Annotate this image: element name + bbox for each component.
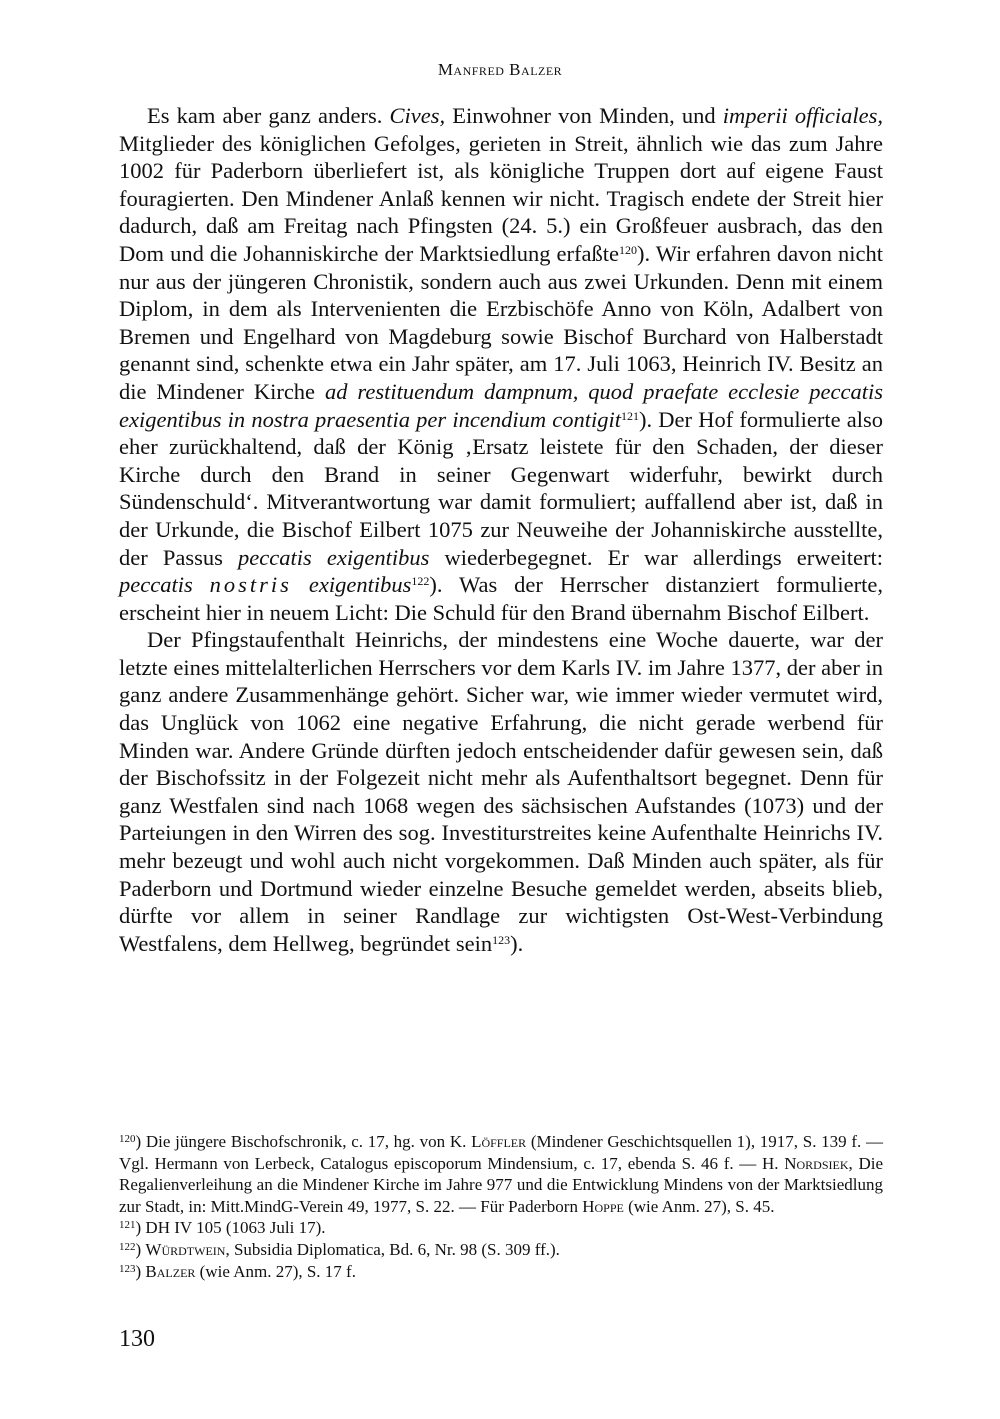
author-name: Nordsiek [784, 1153, 849, 1173]
body-text [119, 102, 883, 957]
page-number: 130 [119, 1326, 155, 1352]
spaced-emphasis: nostris [209, 572, 292, 598]
footnote-number: 123 [119, 1262, 136, 1275]
text-run: ) Die jüngere Bischofschronik, c. 17, hg. von K. [135, 1132, 472, 1151]
paragraph [119, 102, 883, 626]
italic-text: imperii officiales, [722, 103, 884, 128]
author-name: Löffler [471, 1132, 527, 1151]
text-run: ). Der Hof formulierte also eher zurückhaltend, daß der König ‚Ersatz leistete für den Schaden, der dieser Kirche durch den Brand in seiner Gegenwart widerfuhr, bewirkt durch Sündenschuld‘. Mitverantwortung war damit formuliert; auffallend aber ist, daß in der Urkunde, die Bischof Eilbert 1075 zur Neuweihe der Johanniskirche ausstellte, der Passus [119, 406, 883, 570]
text-run: , Subsidia Diplomatica, Bd. 6, Nr. 98 (S. 309 ff.). [225, 1239, 560, 1259]
italic-text: peccatis exigentibus [238, 544, 430, 570]
author-name: Balzer [145, 1261, 196, 1281]
italic-text: ad restituendum dampnum, quod praefate ecclesie peccatis exigentibus in nostra praesentia per incendium contigit [119, 378, 883, 432]
italic-text: peccatis [119, 572, 210, 598]
author-name: Hoppe [582, 1196, 624, 1216]
text-run: Es kam aber ganz anders. [147, 103, 390, 128]
running-header: Manfred Balzer [437, 60, 563, 79]
text-run: , Die Regalienverleihung an die Mindener Kirche im Jahre 977 und die Entwicklung Mindens von der Marktsiedlung zur Stadt, in: Mitt.MindG-Verein 49, 1977, S. 22. — Für Paderborn [119, 1153, 883, 1216]
text-run: ). Wir erfahren davon nicht nur aus der jüngeren Chronistik, sondern auch aus zwei Urkunden. Denn mit einem Diplom, in dem als Intervenienten die Erzbischöfe Anno von Köln, Adalbert von Bremen und Engelhard von Magdeburg sowie Bischof Burchard von Halberstadt genannt sind, schenkte etwa ein Jahr später, am 17. Juli 1063, Heinrich IV. Besitz an die Mindener Kirche [119, 240, 883, 404]
text-run: ) DH IV 105 (1063 Juli 17). [135, 1218, 326, 1238]
text-run: (wie Anm. 27), S. 17 f. [195, 1261, 356, 1281]
text-run: ). [510, 930, 524, 956]
footnote-reference: 122 [411, 574, 430, 589]
text-run: (Mindener Geschichtsquellen 1), 1917, S. 139 f. — Vgl. Hermann von Lerbeck, Catalogus episcoporum Mindensium, c. 17, ebenda S. 46 f. — H. [119, 1132, 883, 1173]
text-run: ) [135, 1239, 146, 1259]
footnote [119, 1239, 883, 1261]
footnote [119, 1261, 883, 1283]
text-run: Der Pfingstaufenthalt Heinrichs, der mindestens eine Woche dauerte, war der letzte eines mittelalterlichen Herrschers vor dem Karls IV. im Jahre 1377, der aber in ganz andere Zusammenhänge gehört. Sicher war, wie immer wieder vermutet wird, das Unglück von 1062 eine negative Erfahrung, die nicht gerade werbend für Minden war. Andere Gründe dürften jedoch entscheidender dafür gewesen sein, daß der Bischofssitz in der Folgezeit nicht mehr als Aufenthaltsort begegnet. Denn für ganz Westfalen sind nach 1068 wegen des sächsischen Aufstandes (1073) und der Parteiungen in den Wirren des sog. Investiturstreites keine Aufenthalte Heinrichs IV. mehr bezeugt und wohl auch nicht vorgekommen. Daß Minden auch später, als für Paderborn und Dortmund wieder einzelne Besuche gemeldet werden, abseits blieb, dürfte vor allem in seiner Randlage zur wichtigsten Ost-West-Verbindung Westfalens, dem Hellweg, begründet sein [119, 627, 883, 956]
italic-text: exigentibus [291, 572, 412, 598]
footnotes [119, 1131, 883, 1282]
footnote-reference: 123 [492, 932, 511, 947]
text-run: Mitglieder des königlichen Gefolges, gerieten in Streit, ähnlich wie das zum Jahre 1002 für Paderborn überliefert ist, als königliche Truppen dort auf eigene Faust fouragierten. Den Mindener Anlaß kennen wir nicht. Tragisch endete der Streit hier dadurch, daß am Freitag nach Pfingsten (24. 5.) ein Großfeuer ausbrach, das den Dom und die Johanniskirche der Marktsiedlung erfaßte [119, 130, 883, 266]
footnote-reference: 120 [619, 242, 638, 257]
footnote [119, 1131, 883, 1217]
author-name: Würdtwein [145, 1239, 226, 1259]
text-run: wiederbegegnet. Er war allerdings erweitert: [429, 544, 883, 570]
italic-text: Cives, [389, 103, 446, 128]
footnote [119, 1217, 883, 1239]
text-run: Einwohner von Minden, und [445, 103, 723, 128]
footnote-number: 121 [119, 1219, 136, 1232]
footnote-number: 120 [119, 1133, 136, 1145]
text-run: (wie Anm. 27), S. 45. [623, 1196, 775, 1216]
paragraph [119, 626, 883, 957]
footnote-number: 122 [119, 1240, 136, 1253]
footnote-reference: 121 [621, 408, 639, 423]
text-run: ) [135, 1261, 146, 1281]
text-run: ). Was der Herrscher distanziert formulierte, erscheint hier in neuem Licht: Die Schuld für den Brand übernahm Bischof Eilbert. [119, 572, 883, 625]
